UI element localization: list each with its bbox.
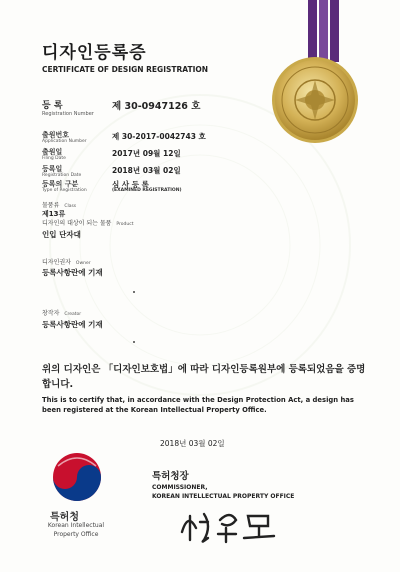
- registration-type-en: (EXAMINED REGISTRATION): [112, 188, 182, 193]
- certification-statement-en: This is to certify that, in accordance with the Design Protection Act, a design has been registered at the Korean Intellectual Property Office.: [42, 396, 354, 414]
- class-label: [42, 200, 76, 209]
- mark-dot: [133, 291, 135, 293]
- class-label-ko: 물품류: [42, 202, 60, 209]
- office-name-en-line1: Korean Intellectual: [47, 522, 105, 529]
- filing-date: 2017년 09월 12일: [112, 149, 181, 158]
- application-number: 제 30-2017-0042743 호: [112, 132, 206, 141]
- filing-date-label-en: Filing Date: [42, 156, 66, 161]
- certificate-title: 디자인등록증: [42, 43, 147, 63]
- registration-number: 제 30-0947126 호: [112, 101, 201, 112]
- registration-date-label: 등록일: [42, 165, 63, 173]
- registration-type: 심 사 등 록: [112, 180, 149, 189]
- registration-date: 2018년 03월 02일: [112, 166, 181, 175]
- mark-dot: [133, 341, 135, 343]
- commissioner-title-en-line1: COMMISSIONER,: [152, 484, 208, 491]
- gold-seal-icon: [270, 55, 360, 145]
- creator-value: 등록사항란에 기재: [42, 320, 103, 329]
- seal-ribbon: [308, 0, 317, 62]
- owner-value: 등록사항란에 기재: [42, 268, 103, 277]
- class-label-en: Class: [64, 204, 77, 209]
- commissioner-title-ko: 특허청장: [152, 471, 189, 482]
- certification-statement-ko: 위의 디자인은 「디자인보호법」에 따라 디자인등록원부에 등록되었음을 증명합니다.: [42, 364, 366, 390]
- registration-type-label: 등록의 구분: [42, 180, 79, 188]
- class-value: 제13류: [42, 210, 66, 218]
- seal-ribbon: [330, 0, 339, 62]
- registration-type-label-en: Type of Registration: [42, 188, 87, 193]
- creator-label-ko: 창작자: [42, 310, 60, 317]
- registration-label-en: Registration Number: [42, 111, 94, 117]
- registration-label: 등 록: [42, 101, 63, 111]
- creator-label-en: Creator: [64, 312, 82, 317]
- application-label: 출원번호: [42, 131, 70, 139]
- office-name-en-line2: Property Office: [53, 531, 99, 538]
- filing-date-label: 출원일: [42, 148, 63, 156]
- application-label-en: Application Number: [42, 139, 87, 144]
- certificate-title-en: CERTIFICATE OF DESIGN REGISTRATION: [42, 65, 209, 74]
- product-label-en: Product: [116, 222, 134, 227]
- seal-ribbon: [319, 0, 328, 62]
- owner-label-ko: 디자인권자: [42, 259, 71, 266]
- commissioner-title-en-line2: KOREAN INTELLECTUAL PROPERTY OFFICE: [152, 493, 295, 500]
- owner-label: [42, 257, 91, 266]
- product-label: [42, 218, 134, 227]
- issue-date: 2018년 03월 02일: [160, 439, 225, 448]
- owner-label-en: Owner: [75, 261, 91, 266]
- creator-label: [42, 308, 81, 317]
- kipo-taegeuk-logo-icon: [52, 452, 102, 502]
- commissioner-signature: [178, 502, 278, 546]
- product-label-ko: 디자인의 대상이 되는 물품: [42, 220, 112, 227]
- product-value: 인입 단자대: [42, 230, 81, 239]
- registration-date-label-en: Registration Date: [42, 173, 82, 178]
- office-name-ko: 특허청: [50, 512, 79, 523]
